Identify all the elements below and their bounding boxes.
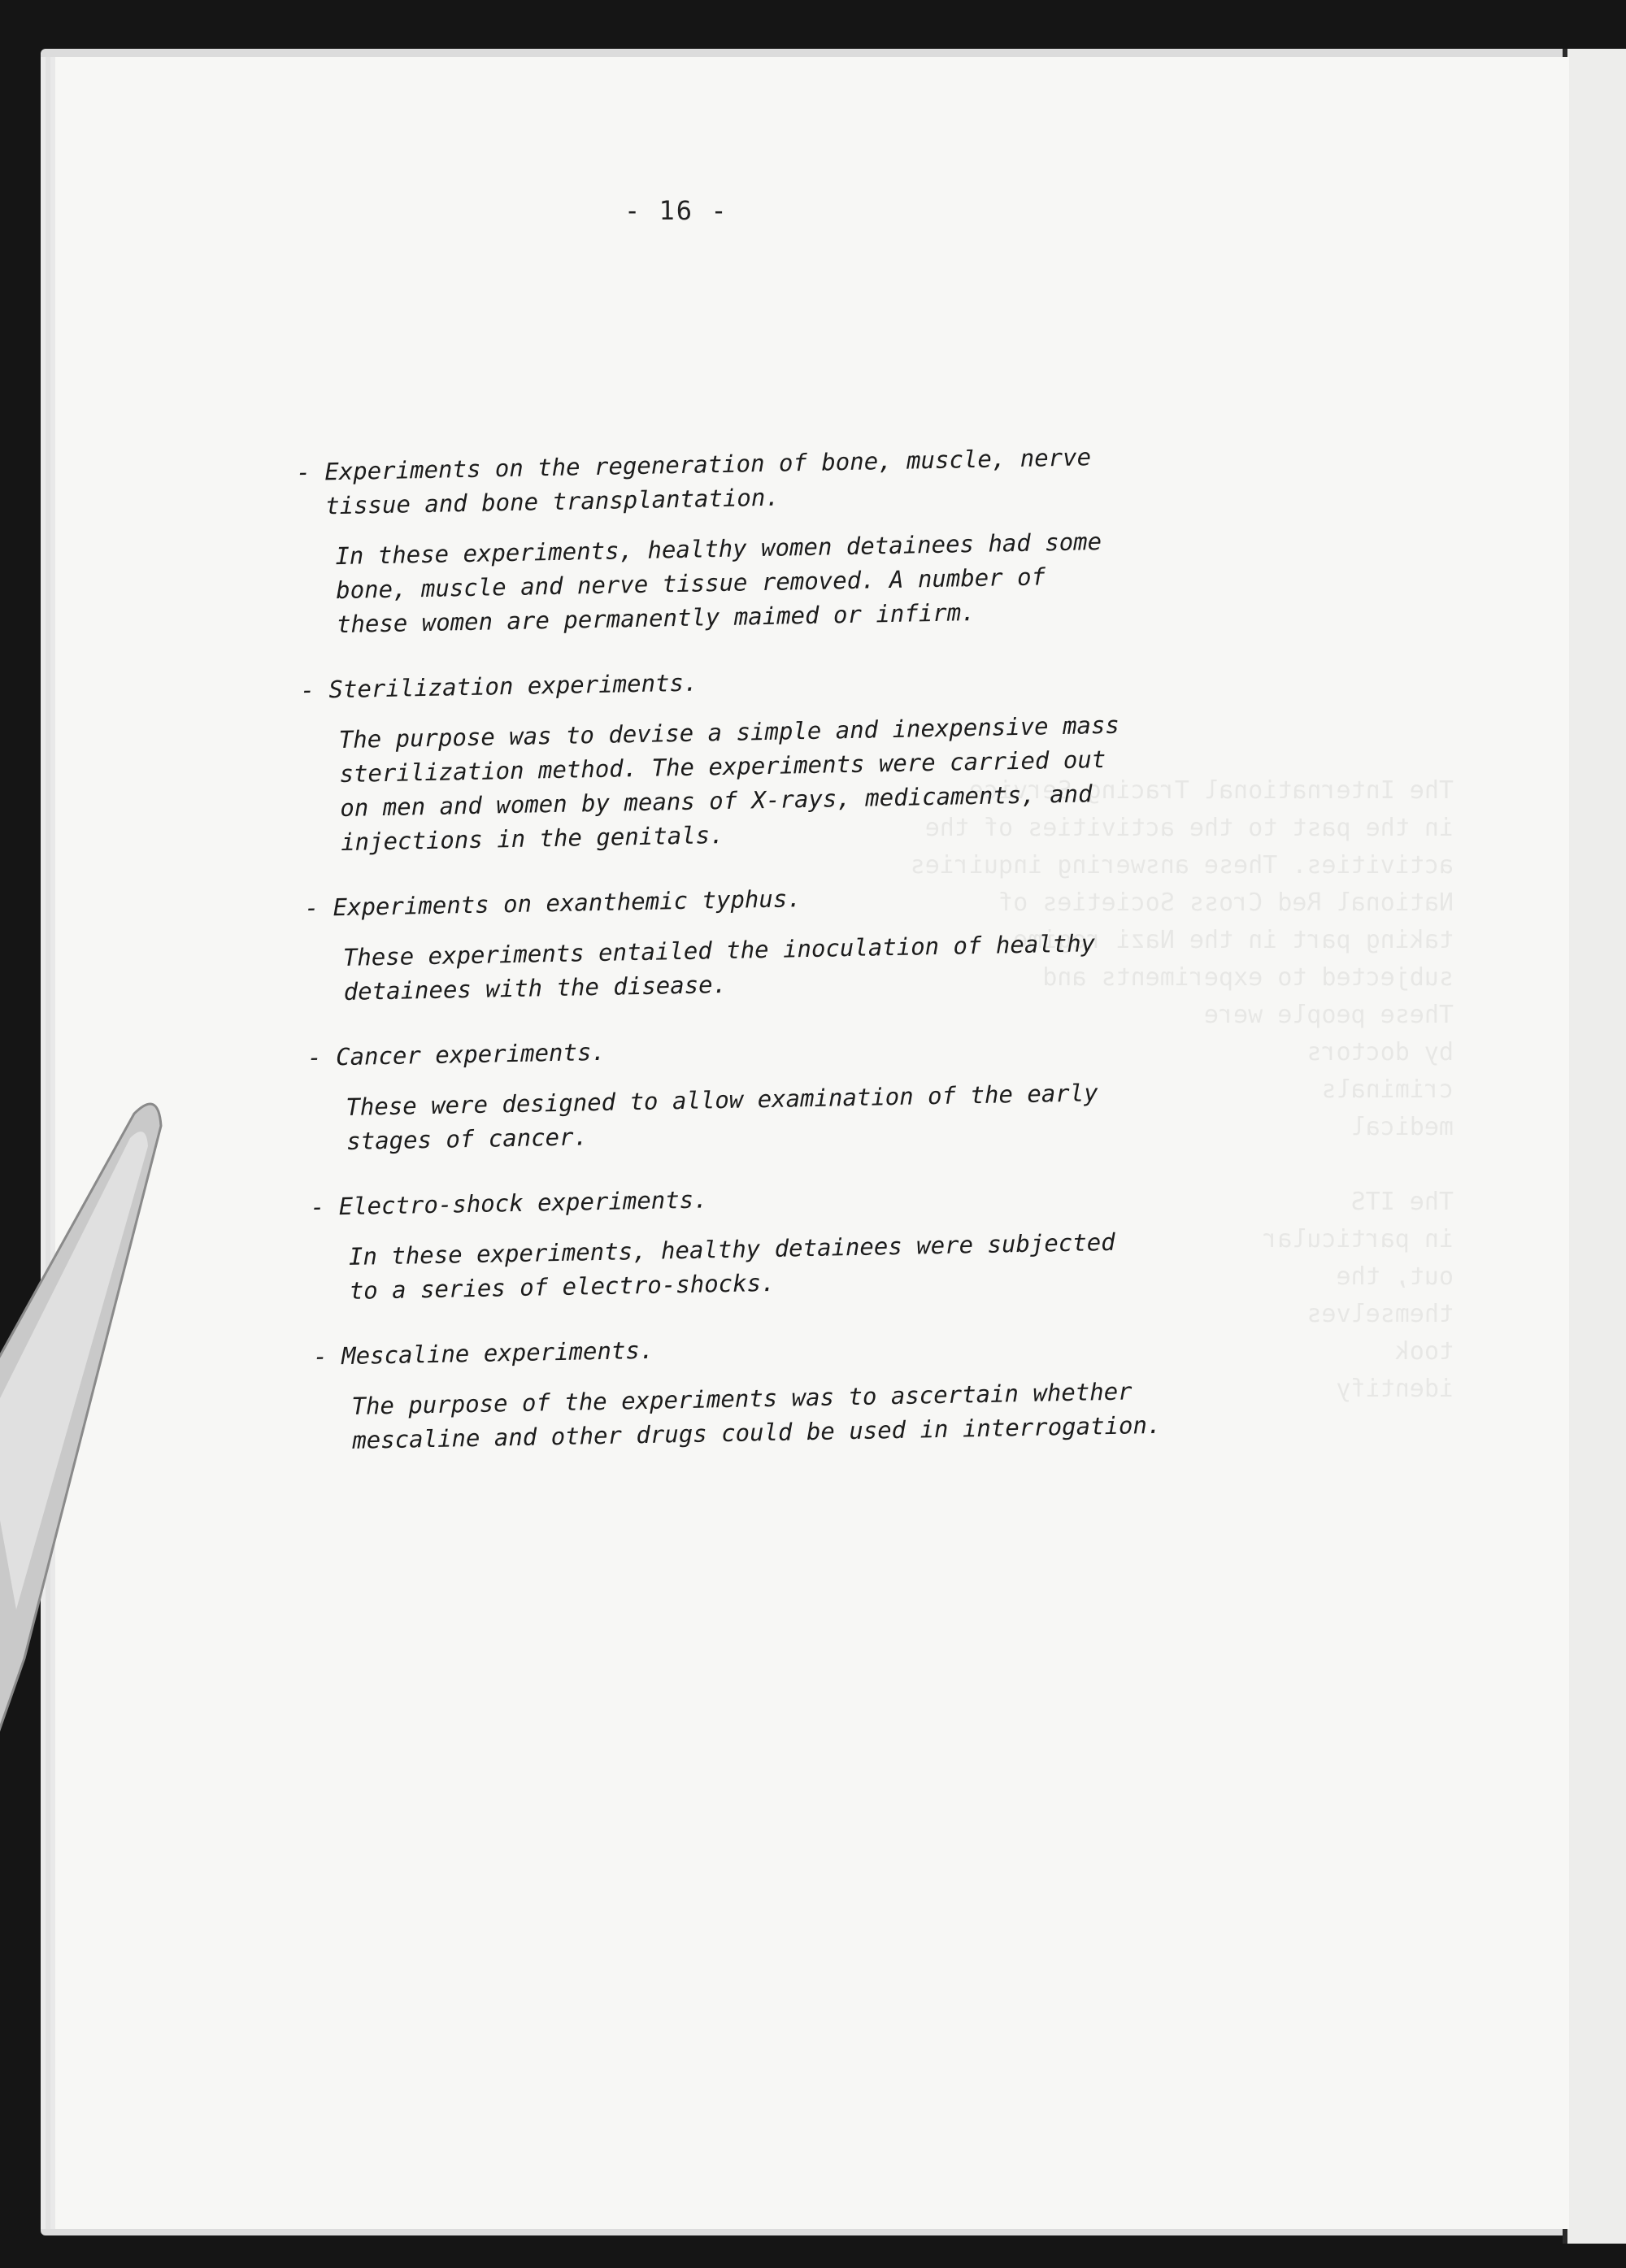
description-line: In these experiments, healthy women detainees had some: [335, 527, 1102, 571]
description-line: detainees with the disease.: [343, 970, 728, 1006]
list-item: [310, 1171, 1288, 1309]
item-heading: - Sterilization experiments.: [300, 668, 698, 704]
list-item: [296, 437, 1275, 642]
description-line: these women are permanently maimed or infirm.: [336, 597, 976, 639]
list-item: [313, 1321, 1291, 1458]
document-page: [55, 57, 1569, 2229]
description-line: sterilization method. The experiments were carried out: [339, 745, 1106, 789]
item-description: [308, 1072, 1285, 1159]
description-line: In these experiments, healthy detainees were subjected: [348, 1227, 1115, 1271]
description-line: These were designed to allow examination of the early: [346, 1079, 1098, 1121]
item-heading-continued: tissue and bone transplantation.: [296, 483, 780, 520]
item-description: [314, 1371, 1290, 1458]
description-line: The purpose was to devise a simple and inexpensive mass: [338, 710, 1120, 754]
description-line: injections in the genitals.: [340, 820, 724, 857]
list-item: [307, 1022, 1285, 1159]
description-line: The purpose of the experiments was to ascertain whether: [351, 1377, 1133, 1420]
item-description: [301, 705, 1279, 860]
item-heading: - Mescaline experiments.: [312, 1336, 654, 1371]
item-heading: - Experiments on exanthemic typhus.: [304, 884, 802, 922]
list-item: [300, 654, 1279, 860]
item-description: [305, 923, 1281, 1010]
item-heading: - Experiments on the regeneration of bone, muscle, nerve: [296, 443, 1092, 486]
description-line: to a series of electro-shocks.: [349, 1268, 776, 1305]
item-description: [311, 1222, 1288, 1309]
page-holder-pointer: [0, 1089, 211, 1821]
experiment-list: [296, 437, 1291, 1489]
list-item: [304, 872, 1282, 1010]
item-heading: - Cancer experiments.: [307, 1037, 606, 1071]
item-heading: - Electro-shock experiments.: [310, 1185, 708, 1221]
description-line: stages of cancer.: [346, 1123, 589, 1155]
description-line: on men and women by means of X-rays, medicaments, and: [340, 780, 1093, 823]
description-line: bone, muscle and nerve tissue removed. A number of: [335, 563, 1046, 605]
description-line: These experiments entailed the inoculation of healthy: [342, 929, 1096, 971]
description-line: mescaline and other drugs could be used in interrogation.: [351, 1410, 1162, 1454]
bleed-through-text: The International Tracing Service in the past to the activities of the activities. These answering inquiries National Red Cross Societies of taking part in the Nazi regime subjected to experiments and These people were by doctors criminals medical The ITS in particular out, the themselves took identify: [910, 776, 1454, 1403]
item-description: [298, 521, 1275, 642]
page-number: - 16 -: [624, 195, 728, 226]
next-page-edge: [1563, 49, 1626, 2244]
